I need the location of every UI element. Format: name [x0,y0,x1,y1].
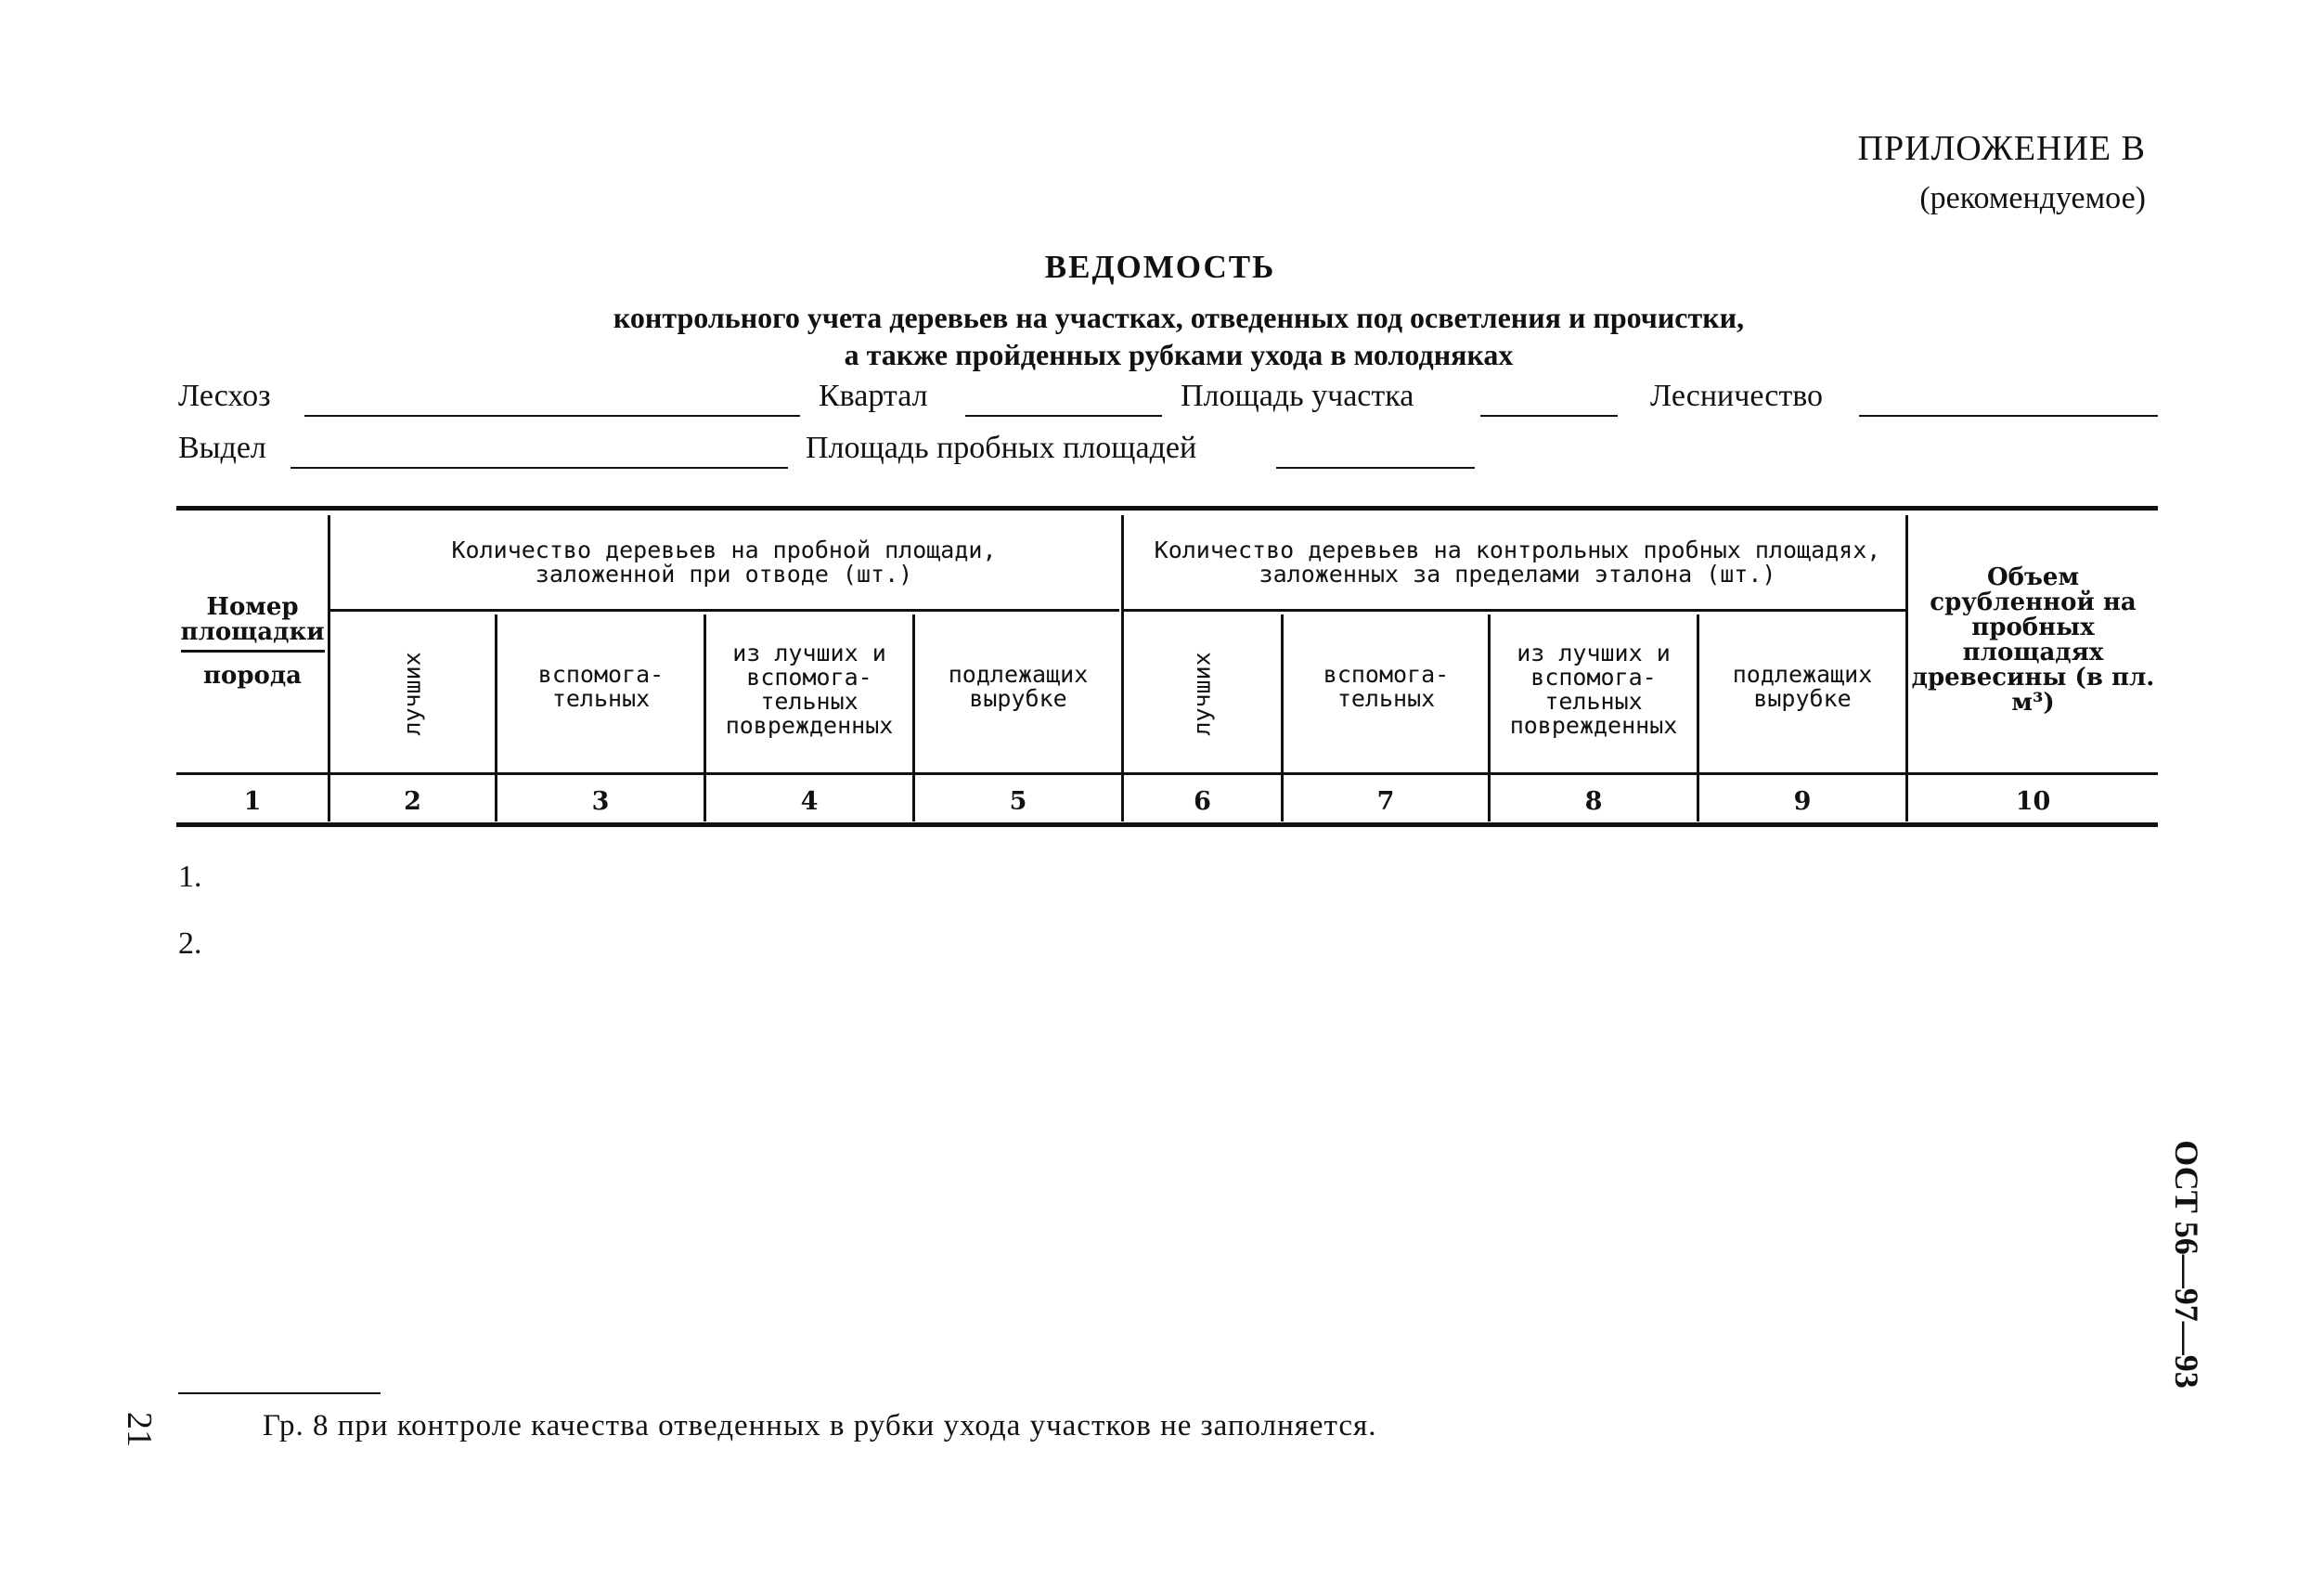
col-number: 8 [1584,787,1603,816]
row-entry: 2. [178,926,202,961]
col10-header: Объем срубленной на пробных площадях древесины (в пл. м³) [1911,563,2155,717]
col3-header: вспомога-тельных [537,661,665,712]
col5-header: подлежащих вырубке [948,661,1089,712]
footnote: Гр. 8 при контроле качества отведенных в рубки ухода участков не заполняется. [263,1409,1377,1442]
col-number: 3 [591,787,610,816]
subtitle-line-2: а также пройденных рубками ухода в молодняках [844,338,1514,371]
annex-title: ПРИЛОЖЕНИЕ В [1857,129,2146,168]
subtitle-line-1: контрольного учета деревьев на участках, отведенных под осветления и прочистки, [613,301,1745,334]
col9-header: подлежащих вырубке [1732,661,1873,712]
group1-header: Количество деревьев на пробной площади, заложенной при отводе (шт.) [451,537,997,588]
sample-area-label: Площадь пробных площадей [806,431,1197,465]
col1-header-top: Номер площадки [180,593,325,646]
group-rule [1124,609,1905,612]
leskhoz-blank[interactable] [304,415,800,417]
group-rule [330,609,1119,612]
area-blank[interactable] [1480,415,1618,417]
lesnichestvo-label: Лесничество [1650,379,1824,413]
sample-area-blank[interactable] [1276,467,1475,469]
table-bottom-rule [176,822,2158,827]
col8-header: из лучших и вспомога-тельных поврежденных [1509,640,1678,739]
leskhoz-label: Лесхоз [178,379,271,413]
row-entry: 1. [178,860,202,894]
col2-header-text: лучших [399,652,426,736]
document-subtitle [390,299,1968,373]
col-number: 10 [2015,787,2051,816]
col-number: 6 [1194,787,1211,816]
col7-header: вспомога-тельных [1323,661,1450,712]
col-number: 9 [1793,787,1812,816]
kvartal-blank[interactable] [965,415,1162,417]
vydel-label: Выдел [178,431,266,465]
col-number: 7 [1376,787,1395,816]
col6-header-text: лучших [1189,652,1216,736]
col1-header-bottom: порода [202,661,303,690]
document-code: ОСТ 56—97—93 [2168,1140,2205,1389]
col4-header: из лучших и вспомога-тельных поврежденных [725,640,894,739]
table-top-rule [176,506,2158,511]
col1-rule [181,650,325,653]
header-bottom-rule [176,772,2158,775]
col2-header [330,617,495,770]
col-number: 4 [800,787,819,816]
col-number: 2 [404,787,421,816]
col-number: 1 [243,787,262,816]
area-label: Площадь участка [1181,379,1414,413]
annex-type: (рекомендуемое) [1919,181,2146,215]
document-title: ВЕДОМОСТЬ [1044,249,1276,285]
vydel-blank[interactable] [290,467,788,469]
kvartal-label: Квартал [819,379,928,413]
col6-header [1124,617,1281,770]
group2-header: Количество деревьев на контрольных пробных площадях, заложенных за пределами эталона (шт.) [1154,537,1881,588]
footnote-rule [178,1392,381,1394]
table-divider [1905,515,1908,821]
lesnichestvo-blank[interactable] [1859,415,2158,417]
page-number: 21 [120,1412,159,1447]
col-number: 5 [1009,787,1027,816]
